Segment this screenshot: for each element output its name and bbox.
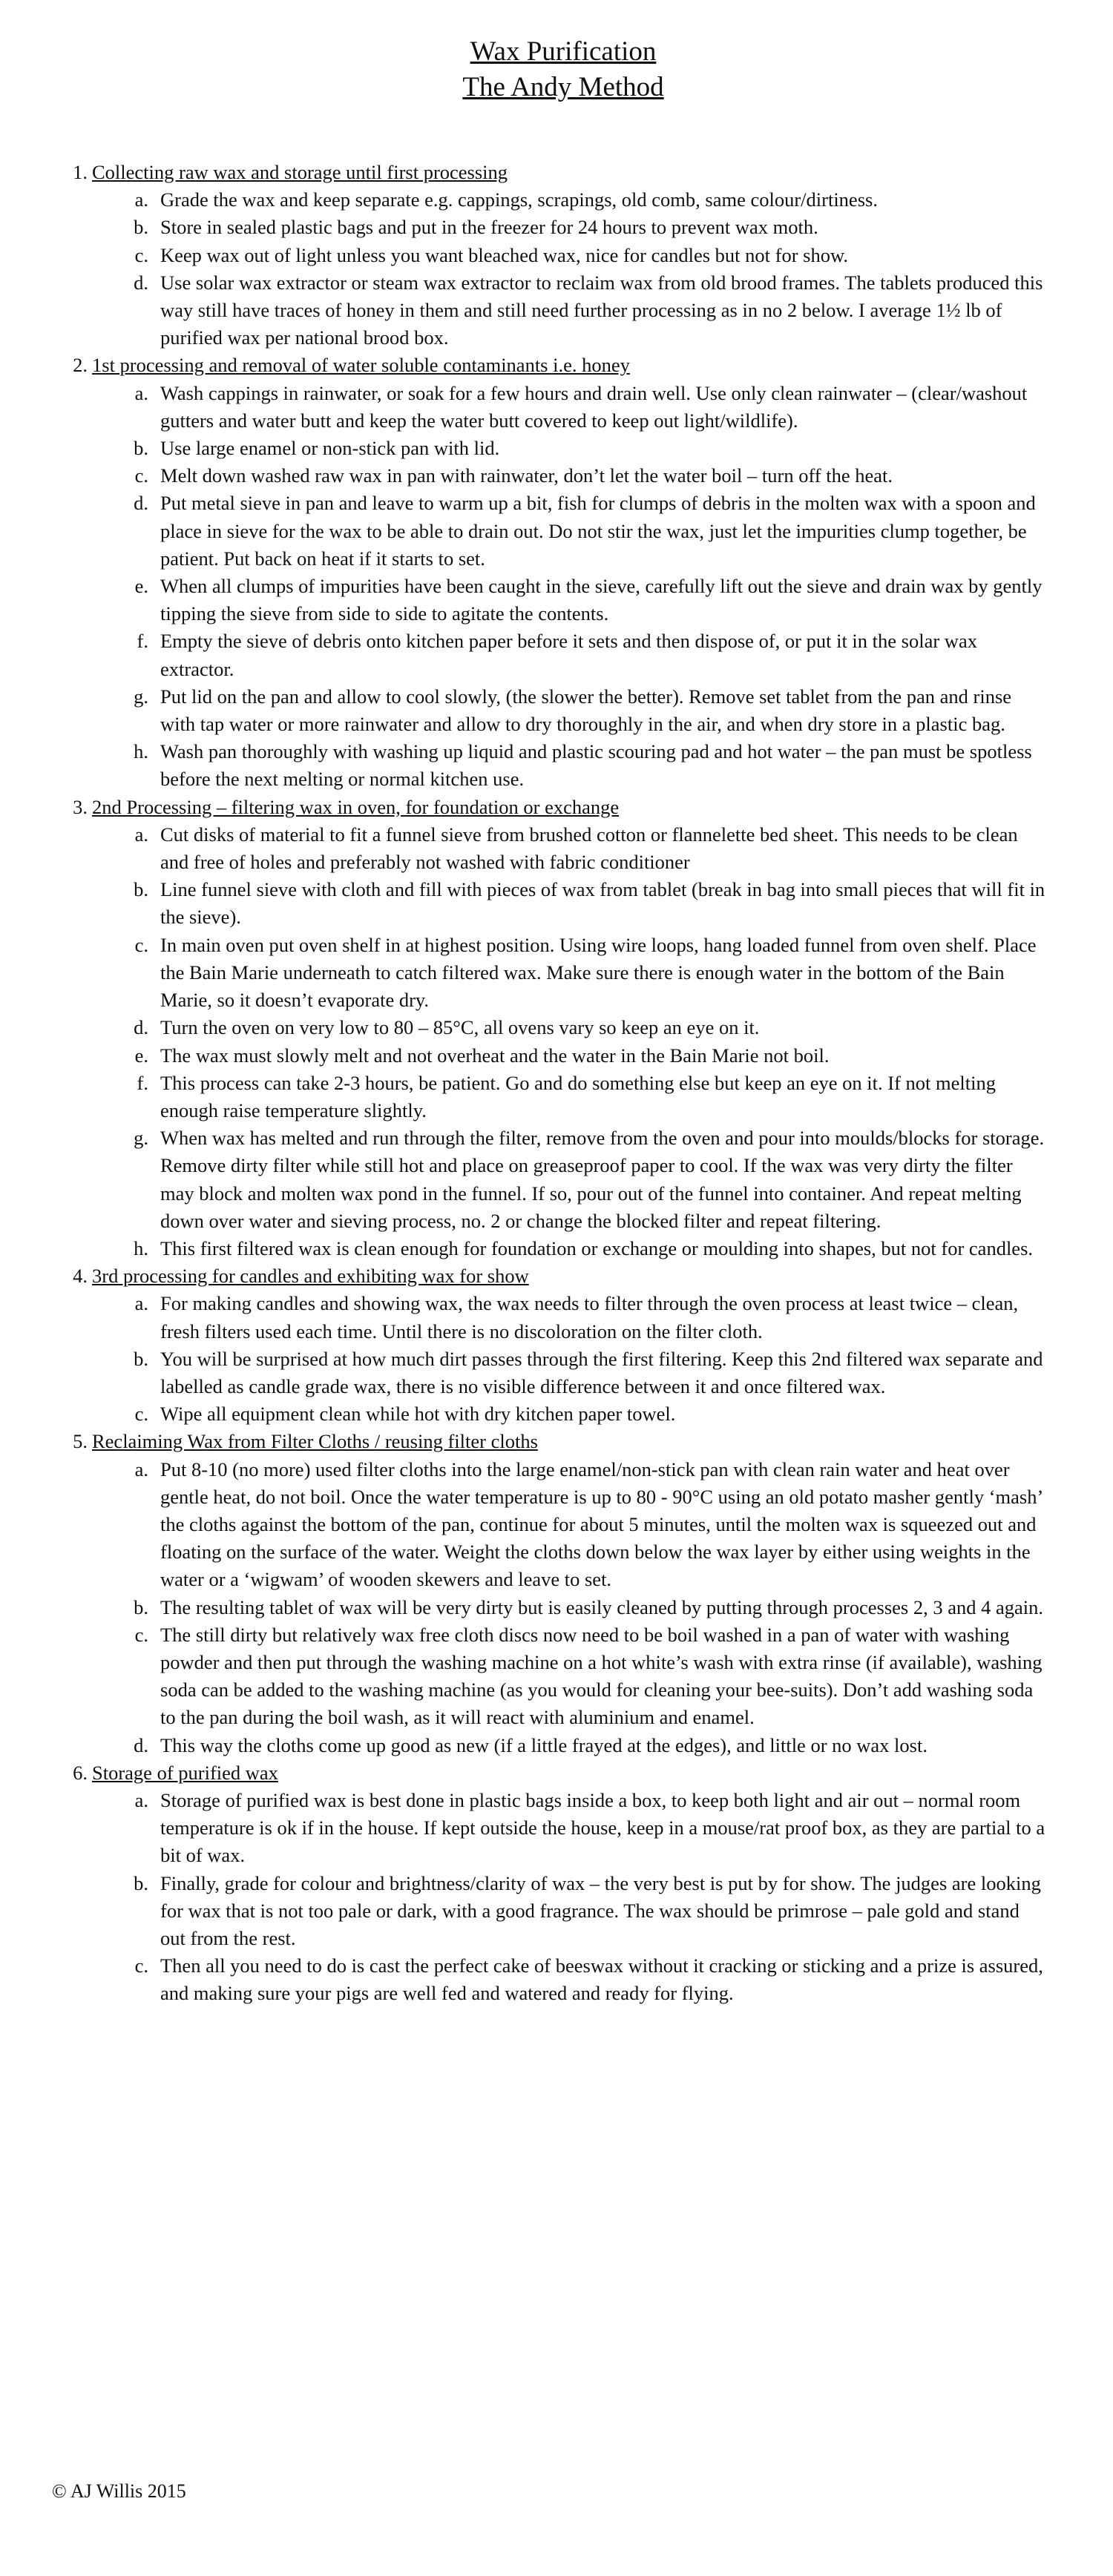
- item-letter: d.: [134, 1016, 148, 1039]
- section-4: [73, 1262, 1046, 1428]
- list-item: [134, 380, 1046, 435]
- section-items: [92, 186, 1046, 352]
- section-heading: Reclaiming Wax from Filter Cloths / reusing filter cloths: [92, 1430, 538, 1453]
- document-subtitle: The Andy Method: [462, 72, 664, 102]
- item-text: This first filtered wax is clean enough for foundation or exchange or moulding into shapes, but not for candles.: [160, 1236, 1034, 1259]
- item-text: Keep wax out of light unless you want bleached wax, nice for candles but not for show.: [160, 243, 849, 266]
- section-number: 5.: [73, 1430, 88, 1453]
- item-text: The resulting tablet of wax will be very dirty but is easily cleaned by putting through processes 2, 3 and 4 again.: [160, 1595, 1044, 1618]
- item-text: Use large enamel or non-stick pan with lid.: [160, 437, 500, 460]
- item-letter: d.: [134, 271, 148, 294]
- section-heading: 1st processing and removal of water soluble contaminants i.e. honey: [92, 354, 630, 377]
- item-letter: a.: [134, 1788, 148, 1811]
- item-text: Line funnel sieve with cloth and fill with pieces of wax from tablet (break in bag into small pieces that will fit in the sieve).: [160, 878, 1045, 929]
- list-item: [134, 683, 1046, 738]
- item-letter: c.: [134, 933, 148, 956]
- section-heading: Collecting raw wax and storage until first processing: [92, 161, 508, 183]
- section-number: 2.: [73, 354, 88, 377]
- item-text: Storage of purified wax is best done in plastic bags inside a box, to keep both light and air out – normal room temperature is ok if in the house. If kept outside the house, keep in a mouse/rat proof box, as they are partial to a bit of wax.: [160, 1788, 1045, 1867]
- item-letter: c.: [134, 1623, 148, 1646]
- item-text: Put metal sieve in pan and leave to warm up a bit, fish for clumps of debris in the molten wax with a spoon and place in sieve for the wax to be able to drain out. Do not stir the wax, just let the impurities clump together, be patient. Put back on heat if it starts to set.: [160, 492, 1036, 570]
- title-block: [80, 34, 1046, 105]
- item-text: Grade the wax and keep separate e.g. cappings, scrapings, old comb, same colour/dirtiness.: [160, 188, 878, 211]
- list-item: [137, 1070, 1046, 1124]
- item-text: When wax has melted and run through the filter, remove from the oven and pour into moulds/blocks for storage. Remove dirty filter while still hot and place on greaseproof paper to cool. If the wax was very dirty the filter may block and molten wax pond in the funnel. If so, pour out of the funnel into container. And repeat melting down over water and sieving process, no. 2 or change the blocked filter and repeat filtering.: [160, 1127, 1045, 1232]
- item-text: This way the cloths come up good as new (if a little frayed at the edges), and little or no wax lost.: [160, 1733, 928, 1756]
- section-heading: Storage of purified wax: [92, 1761, 278, 1784]
- item-letter: c.: [134, 1954, 148, 1977]
- item-text: Finally, grade for colour and brightness/clarity of wax – the very best is put by for show. The judges are looking for wax that is not too pale or dark, with a good fragrance. The wax should be primrose – pale gold and stand out from the rest.: [160, 1871, 1041, 1949]
- section-heading: 3rd processing for candles and exhibiting wax for show: [92, 1265, 529, 1288]
- list-item: [134, 435, 1046, 462]
- list-item: [134, 462, 1046, 490]
- item-letter: c.: [134, 243, 148, 266]
- section-5: [73, 1428, 1046, 1759]
- list-item: [134, 490, 1046, 573]
- list-item: [134, 1400, 1046, 1428]
- list-item: [134, 214, 1046, 241]
- item-letter: a.: [134, 1457, 148, 1480]
- item-letter: b.: [134, 437, 148, 460]
- item-letter: g.: [134, 685, 148, 708]
- item-letter: g.: [134, 1127, 148, 1150]
- section-items: [92, 380, 1046, 794]
- item-text: Empty the sieve of debris onto kitchen paper before it sets and then dispose of, or put it in the solar wax extractor.: [160, 630, 977, 680]
- item-text: For making candles and showing wax, the wax needs to filter through the oven process at least twice – clean, fresh filters used each time. Until there is no discoloration on the filter cloth.: [160, 1292, 1019, 1343]
- section-number: 6.: [73, 1761, 88, 1784]
- item-text: Melt down washed raw wax in pan with rainwater, don’t let the water boil – turn off the heat.: [160, 464, 893, 487]
- section-number: 3.: [73, 795, 88, 818]
- item-letter: h.: [134, 740, 148, 763]
- item-letter: f.: [137, 1071, 148, 1094]
- item-text: Use solar wax extractor or steam wax extractor to reclaim wax from old brood frames. The tablets produced this way still have traces of honey in them and still need further processing as in no 2 below. I average 1½ lb of purified wax per national brood box.: [160, 271, 1043, 349]
- item-text: The wax must slowly melt and not overheat and the water in the Bain Marie not boil.: [160, 1044, 830, 1067]
- list-item: [134, 876, 1046, 931]
- item-letter: b.: [134, 1595, 148, 1618]
- section-items: [92, 1787, 1046, 2008]
- list-item: [134, 573, 1046, 627]
- list-item: [134, 269, 1046, 352]
- section-6: [73, 1759, 1046, 2008]
- list-item: [134, 1235, 1046, 1262]
- item-text: The still dirty but relatively wax free cloth discs now need to be boil washed in a pan of water with washing powder and then put through the washing machine on a hot white’s wash with extra rinse (if available), washing soda can be added to the washing machine (as you would for cleaning your bee-suits). Don’t add washing soda to the pan during the boil wash, as it will react with aluminium and enamel.: [160, 1623, 1043, 1729]
- list-item: [134, 1732, 1046, 1759]
- section-1: [73, 159, 1046, 352]
- item-letter: e.: [134, 1044, 148, 1067]
- item-text: Store in sealed plastic bags and put in the freezer for 24 hours to prevent wax moth.: [160, 216, 818, 239]
- item-text: In main oven put oven shelf in at highest position. Using wire loops, hang loaded funnel from oven shelf. Place the Bain Marie underneath to catch filtered wax. Make sure there is enough water in the bottom of the Bain Marie, so it doesn’t evaporate dry.: [160, 933, 1037, 1012]
- section-items: [92, 1290, 1046, 1428]
- item-text: Wipe all equipment clean while hot with dry kitchen paper towel.: [160, 1403, 676, 1426]
- item-letter: f.: [137, 630, 148, 653]
- item-text: This process can take 2-3 hours, be patient. Go and do something else but keep an eye on it. If not melting enough raise temperature slightly.: [160, 1071, 996, 1121]
- list-item: [134, 1621, 1046, 1732]
- item-text: Turn the oven on very low to 80 – 85°C, all ovens vary so keep an eye on it.: [160, 1016, 760, 1039]
- item-letter: b.: [134, 1871, 148, 1894]
- list-item: [134, 1345, 1046, 1400]
- item-text: Cut disks of material to fit a funnel sieve from brushed cotton or flannelette bed sheet. This needs to be clean and free of holes and preferably not washed with fabric conditioner: [160, 823, 1018, 874]
- item-letter: e.: [134, 575, 148, 598]
- item-letter: a.: [134, 381, 148, 404]
- section-number: 4.: [73, 1265, 88, 1288]
- item-letter: d.: [134, 492, 148, 515]
- list-item: [134, 1952, 1046, 2007]
- item-text: Put lid on the pan and allow to cool slowly, (the slower the better). Remove set tablet from the pan and rinse with tap water or more rainwater and allow to dry thoroughly in the air, and when dry store in a plastic bag.: [160, 685, 1012, 736]
- list-item: [134, 1594, 1046, 1621]
- section-items: [92, 1456, 1046, 1759]
- list-item: [134, 1290, 1046, 1345]
- section-3: [73, 794, 1046, 1262]
- item-text: Wash pan thoroughly with washing up liquid and plastic scouring pad and hot water – the pan must be spotless before the next melting or normal kitchen use.: [160, 740, 1032, 791]
- list-item: [134, 932, 1046, 1015]
- item-text: Put 8-10 (no more) used filter cloths into the large enamel/non-stick pan with clean rain water and heat over gentle heat, do not boil. Once the water temperature is up to 80 - 90°C using an old potato masher gently ‘mash’ the cloths against the bottom of the pan, continue for about 5 minutes, until the molten wax is squeezed out and floating on the surface of the water. Weight the cloths down below the wax layer by either using weights in the water or a ‘wigwam’ of wooden skewers and leave to set.: [160, 1457, 1043, 1591]
- list-item: [134, 1124, 1046, 1235]
- section-number: 1.: [73, 161, 88, 183]
- sections-list: [73, 159, 1046, 2008]
- list-item: [134, 1456, 1046, 1594]
- item-letter: b.: [134, 878, 148, 901]
- item-letter: h.: [134, 1236, 148, 1259]
- section-items: [92, 821, 1046, 1262]
- list-item: [134, 1787, 1046, 1870]
- section-heading: 2nd Processing – filtering wax in oven, for foundation or exchange: [92, 795, 620, 818]
- list-item: [134, 1870, 1046, 1953]
- document-title: Wax Purification: [470, 36, 657, 67]
- item-letter: a.: [134, 188, 148, 211]
- item-letter: b.: [134, 1347, 148, 1370]
- copyright-footer: © AJ Willis 2015: [52, 2480, 186, 2502]
- list-item: [134, 1014, 1046, 1041]
- list-item: [134, 821, 1046, 876]
- item-text: Then all you need to do is cast the perfect cake of beeswax without it cracking or sticking and a prize is assured, and making sure your pigs are well fed and watered and ready for flying.: [160, 1954, 1043, 2005]
- item-text: When all clumps of impurities have been caught in the sieve, carefully lift out the sieve and drain wax by gently tipping the sieve from side to side to agitate the contents.: [160, 575, 1043, 625]
- item-letter: a.: [134, 823, 148, 846]
- item-letter: d.: [134, 1733, 148, 1756]
- list-item: [137, 627, 1046, 682]
- item-letter: b.: [134, 216, 148, 239]
- section-2: [73, 352, 1046, 793]
- item-text: Wash cappings in rainwater, or soak for a few hours and drain well. Use only clean rainwater – (clear/washout gutters and water butt and keep the water butt covered to keep out light/wildlife).: [160, 381, 1028, 432]
- item-letter: c.: [134, 464, 148, 487]
- list-item: [134, 242, 1046, 269]
- item-letter: a.: [134, 1292, 148, 1315]
- list-item: [134, 738, 1046, 793]
- list-item: [134, 186, 1046, 214]
- list-item: [134, 1042, 1046, 1070]
- item-text: You will be surprised at how much dirt passes through the first filtering. Keep this 2nd filtered wax separate and labelled as candle grade wax, there is no visible difference between it and once filtered wax.: [160, 1347, 1043, 1397]
- item-letter: c.: [134, 1403, 148, 1426]
